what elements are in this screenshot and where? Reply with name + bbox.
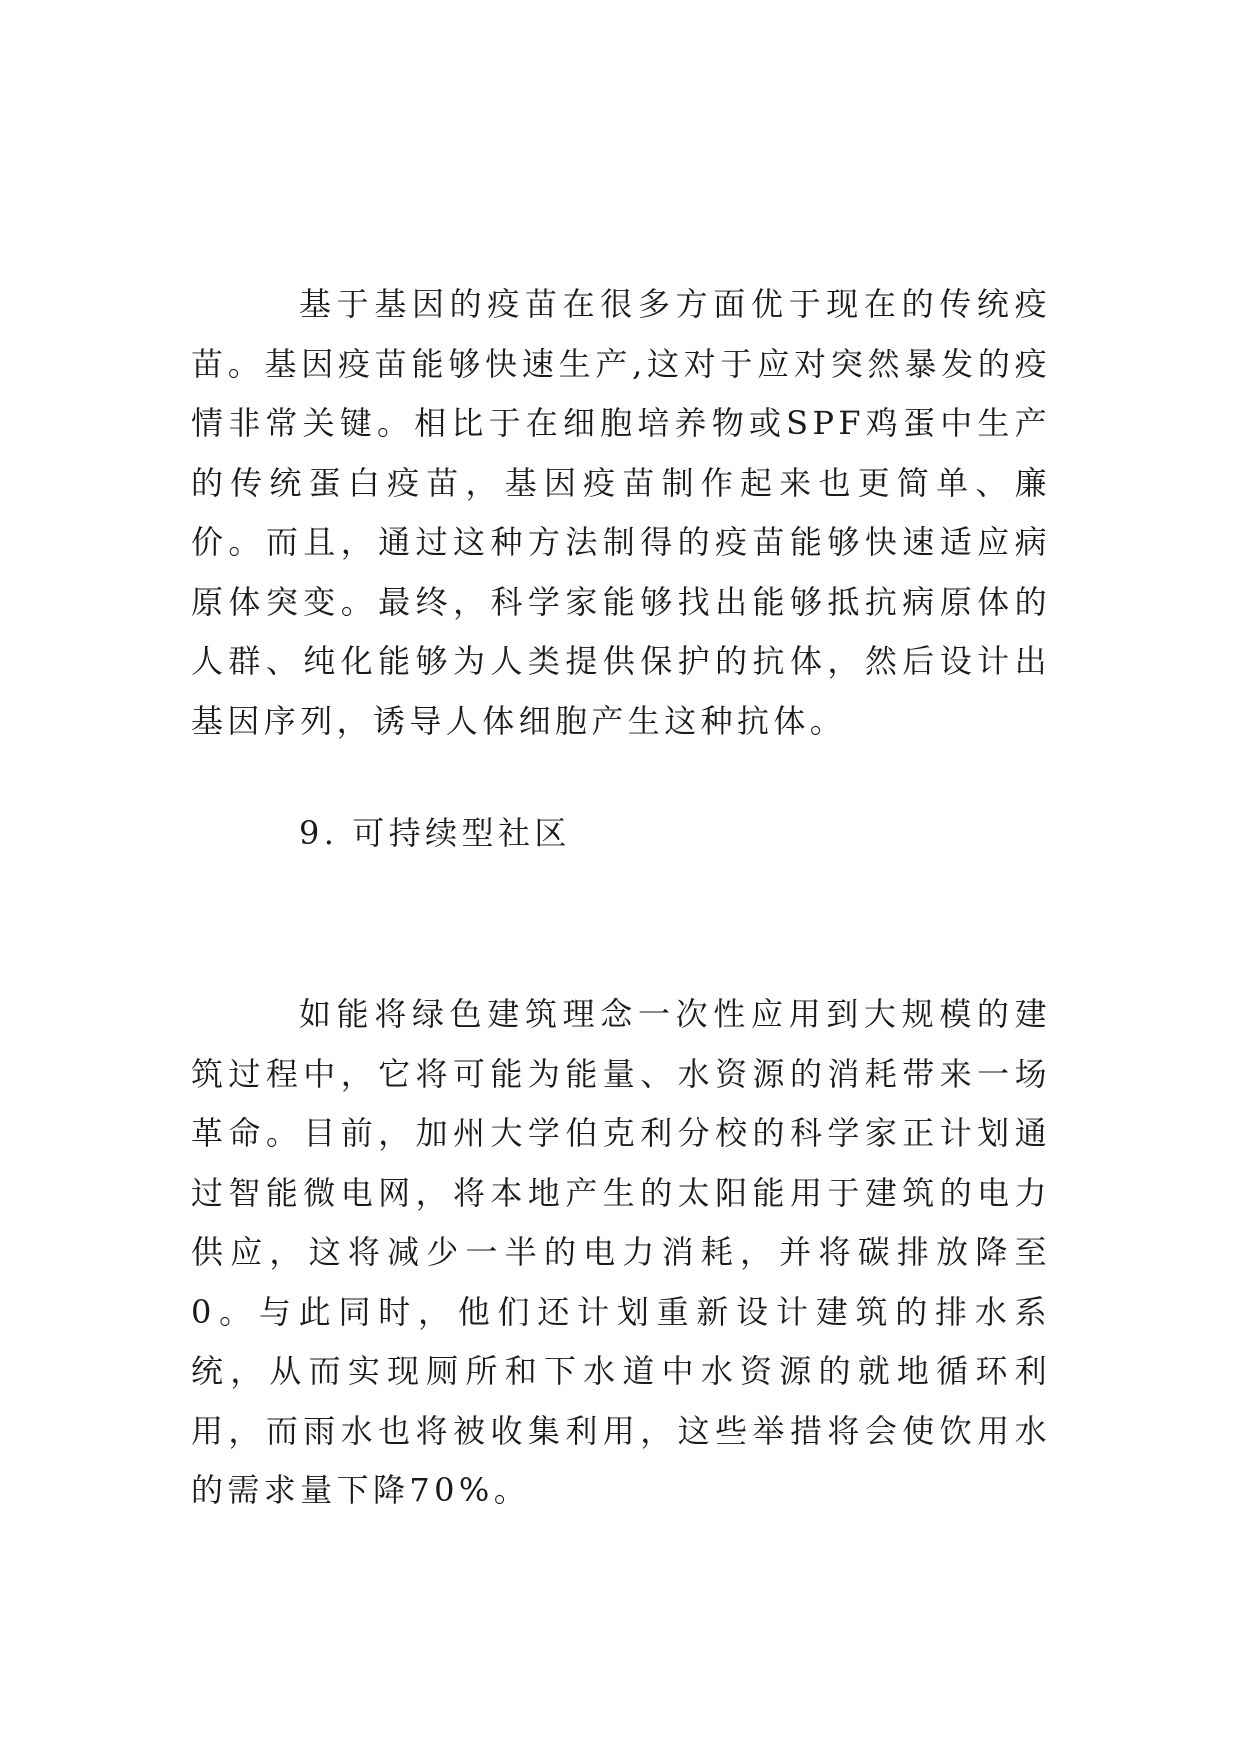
body-paragraph: 基于基因的疫苗在很多方面优于现在的传统疫苗。基因疫苗能够快速生产,这对于应对突然暴发的疫情非常关键。相比于在细胞培养物或SPF鸡蛋中生产的传统蛋白疫苗，基因疫苗制作起来也更简单、廉价。而且，通过这种方法制得的疫苗能够快速适应病原体突变。最终，科学家能够找出能够抵抗病原体的人群、纯化能够为人类提供保护的抗体，然后设计出基因序列，诱导人体细胞产生这种抗体。	[191, 285, 1051, 740]
body-paragraph: 如能将绿色建筑理念一次性应用到大规模的建筑过程中，它将可能为能量、水资源的消耗带来一场革命。目前，加州大学伯克利分校的科学家正计划通过智能微电网，将本地产生的太阳能用于建筑的电力供应，这将减少一半的电力消耗，并将碳排放降至0。与此同时，他们还计划重新设计建筑的排水系统，从而实现厕所和下水道中水资源的就地循环利用，而雨水也将被收集利用，这些举措将会使饮用水的需求量下降70%。	[191, 995, 1051, 1509]
section-title: 可持续型社区	[352, 814, 571, 852]
section-number: 9.	[299, 814, 339, 852]
section-heading	[299, 808, 571, 858]
